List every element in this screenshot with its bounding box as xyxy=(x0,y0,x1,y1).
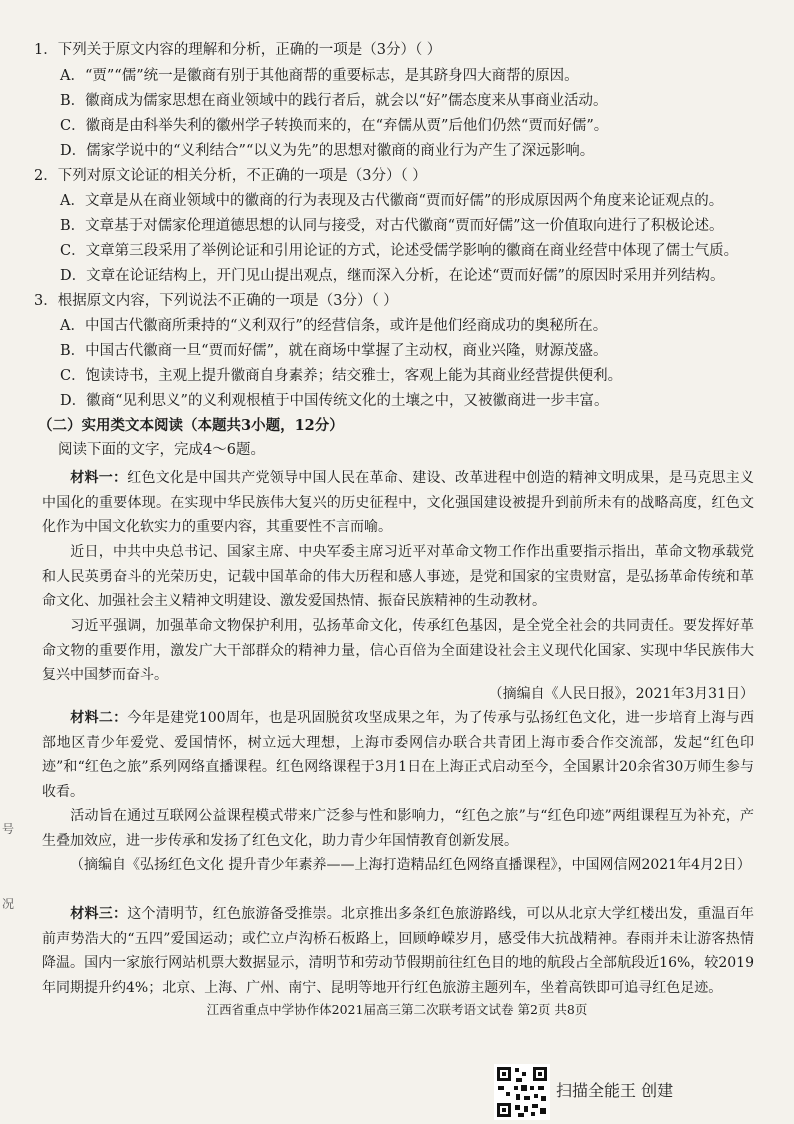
material-1-text-3: 习近平强调，加强革命文物保护利用，弘扬革命文化，传承红色基因，是全党全社会的共同责任。要发挥好革命文物的重要作用，激发广大干部群众的精神力量，信心百倍为全面建设社会主义现代化国家、实现中华民族伟大复兴中国梦而奋斗。 xyxy=(42,618,754,683)
question-3-stem: 3．根据原文内容，下列说法不正确的一项是（3分）（ ） xyxy=(34,293,398,309)
question-2-stem: 2．下列对原文论证的相关分析，不正确的一项是（3分）（ ） xyxy=(34,168,427,184)
material-1-source: （摘编自《人民日报》，2021年3月31日） xyxy=(488,686,754,702)
material-3-paragraph-1 xyxy=(42,902,754,1000)
material-1-paragraph-1 xyxy=(42,466,754,540)
question-1-option-d: D．儒家学说中的“义利结合”“以义为先”的思想对徽商的商业行为产生了深远影响。 xyxy=(60,143,595,159)
binding-edge-mark: 号 xyxy=(2,822,15,836)
material-1-label: 材料一： xyxy=(70,470,128,486)
material-1-text-1: 红色文化是中国共产党领导中国人民在革命、建设、改革进程中创造的精神文明成果，是马克思主义中国化的重要体现。在实现中华民族伟大复兴的历史征程中，文化强国建设被提升到前所未有的战略高度，红色文化作为中国文化软实力的重要内容，其重要性不言而喻。 xyxy=(42,470,754,535)
material-2-text-1: 今年是建党100周年，也是巩固脱贫攻坚成果之年，为了传承与弘扬红色文化，进一步培育上海与西部地区青少年爱党、爱国情怀，树立远大理想，上海市委网信办联合共青团上海市委合作交流部，发起“红色印迹”和“红色之旅”系列网络直播课程。红色网络课程于3月1日在上海正式启动至今，全国累计20余省30万师生参与收看。 xyxy=(42,710,754,800)
section-title: （二）实用类文本阅读（本题共3小题，12分） xyxy=(38,417,344,434)
material-1-text-2: 近日，中共中央总书记、国家主席、中央军委主席习近平对革命文物工作作出重要指示指出，革命文物承载党和人民英勇奋斗的光荣历史，记载中国革命的伟大历程和感人事迹，是党和国家的宝贵财富，是弘扬革命传统和革命文化、加强社会主义精神文明建设、激发爱国热情、振奋民族精神的生动教材。 xyxy=(42,544,754,609)
material-3-text-1: 这个清明节，红色旅游备受推崇。北京推出多条红色旅游路线，可以从北京大学红楼出发，重温百年前声势浩大的“五四”爱国运动；或伫立卢沟桥石板路上，回顾峥嵘岁月，感受伟大抗战精神。春雨并未让游客热情降温。国内一家旅行网站机票大数据显示，清明节和劳动节假期前往红色目的地的航段占全部航段近16%，较2019年同期提升约4%；北京、上海、广州、南宁、昆明等地开行红色旅游主题列车，坐着高铁即可追寻红色足迹。 xyxy=(42,906,754,996)
page-footer: 江西省重点中学协作体2021届高三第二次联考语文试卷 第2页 共8页 xyxy=(206,1002,588,1017)
question-1-stem: 1．下列关于原文内容的理解和分析，正确的一项是（3分）（ ） xyxy=(34,42,442,58)
question-2-option-b: B．文章基于对儒家伦理道德思想的认同与接受，对古代徽商“贾而好儒”这一价值取向进行了积极论述。 xyxy=(60,218,724,234)
material-2-label: 材料二： xyxy=(70,710,128,726)
material-2-text-2: 活动旨在通过互联网公益课程模式带来广泛参与性和影响力，“红色之旅”与“红色印迹”两组课程互为补充，产生叠加效应，进一步传承和发扬了红色文化，助力青少年国情教育创新发展。 xyxy=(42,808,754,849)
material-2-source: （摘编自《弘扬红色文化 提升青少年素养——上海打造精品红色网络直播课程》，中国网信网2021年4月2日） xyxy=(70,857,751,873)
material-2-source-block xyxy=(42,853,754,878)
material-2-paragraph-2 xyxy=(42,804,754,853)
question-1-option-c: C．徽商是由科举失利的徽州学子转换而来的，在“弃儒从贾”后他们仍然“贾而好儒”。 xyxy=(60,118,609,134)
question-3-option-c: C．饱读诗书，主观上提升徽商自身素养；结交雅士，客观上能为其商业经营提供便利。 xyxy=(60,368,623,384)
material-2-paragraph-1 xyxy=(42,706,754,804)
scanner-watermark: 扫描全能王 创建 xyxy=(556,1081,674,1100)
question-1-option-a: A．“贾”“儒”统一是徽商有别于其他商帮的重要标志，是其跻身四大商帮的原因。 xyxy=(60,68,579,84)
section-instruction: 阅读下面的文字，完成4～6题。 xyxy=(58,442,265,458)
question-2-option-c: C．文章第三段采用了举例论证和引用论证的方式，论述受儒学影响的徽商在商业经营中体现了儒士气质。 xyxy=(60,243,739,259)
material-1-paragraph-2 xyxy=(42,540,754,614)
question-2-option-a: A．文章是从在商业领域中的徽商的行为表现及古代徽商“贾而好儒”的形成原因两个角度来论证观点的。 xyxy=(60,193,724,209)
material-1-paragraph-3 xyxy=(42,614,754,688)
question-1-option-b: B．徽商成为儒家思想在商业领域中的践行者后，就会以“好”儒态度来从事商业活动。 xyxy=(60,93,608,109)
qr-code-icon xyxy=(494,1064,550,1120)
question-3-option-b: B．中国古代徽商一旦“贾而好儒”，就在商场中掌握了主动权，商业兴隆，财源茂盛。 xyxy=(60,343,608,359)
material-3-label: 材料三： xyxy=(70,906,128,922)
question-3-option-a: A．中国古代徽商所秉持的“义利双行”的经营信条，或许是他们经商成功的奥秘所在。 xyxy=(60,318,608,334)
binding-edge-mark: 况 xyxy=(2,897,15,911)
question-3-option-d: D．徽商“见利思义”的义利观根植于中国传统文化的土壤之中，又被徽商进一步丰富。 xyxy=(60,393,609,409)
question-2-option-d: D．文章在论证结构上，开门见山提出观点，继而深入分析，在论述“贾而好儒”的原因时采用并列结构。 xyxy=(60,268,725,284)
